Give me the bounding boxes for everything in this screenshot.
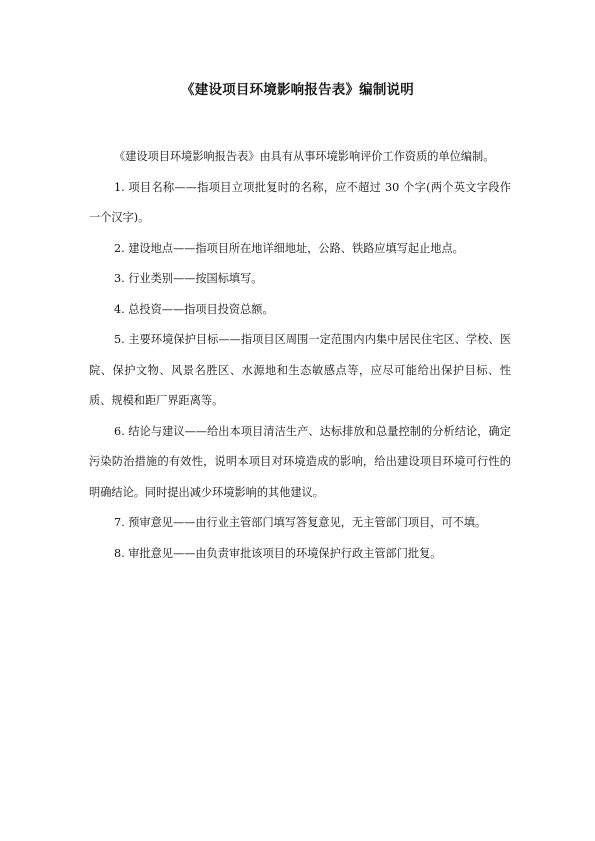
item-conclusions: 6. 结论与建议——给出本项目清洁生产、达标排放和总量控制的分析结论，确定污染防治措施的有效性，说明本项目对环境造成的影响，给出建设项目环境可行性的明确结论。同时提出减少环境影响的其他建议。 (89, 424, 511, 499)
item-protection-targets: 5. 主要环境保护目标——指项目区周围一定范围内内集中居民住宅区、学校、医院、保护文物、风景名胜区、水源地和生态敏感点等，应尽可能给出保护目标、性质、规模和距厂界距离等。 (89, 333, 511, 407)
item-total-investment: 4. 总投资——指项目投资总额。 (114, 302, 274, 316)
item-approval-opinion: 8. 审批意见——由负责审批该项目的环境保护行政主管部门批复。 (114, 546, 442, 560)
page-title: 《建设项目环境影响报告表》编制说明 (181, 82, 414, 98)
document-body (89, 142, 511, 569)
intro-paragraph: 《建设项目环境影响报告表》由具有从事环境影响评价工作资质的单位编制。 (114, 150, 495, 163)
item-project-name: 1. 项目名称——指项目立项批复时的名称，应不超过 30 个字(两个英文字段作一个汉字)。 (89, 180, 511, 224)
item-preliminary-review: 7. 预审意见——由行业主管部门填写答复意见，无主管部门项目，可不填。 (114, 516, 487, 529)
item-construction-location: 2. 建设地点——指项目所在地详细地址，公路、铁路应填写起止地点。 (114, 241, 464, 255)
item-industry-category: 3. 行业类别——按国标填写。 (114, 272, 263, 285)
